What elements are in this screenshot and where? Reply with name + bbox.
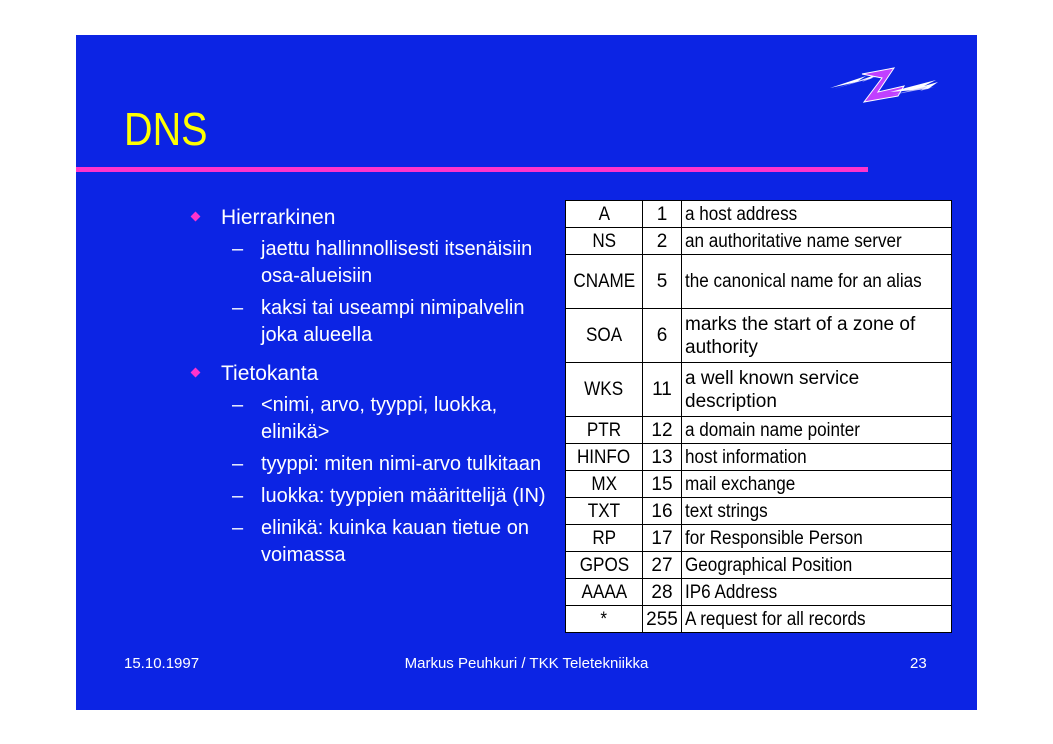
record-type-cell: WKS xyxy=(566,363,643,417)
table-row xyxy=(566,309,952,363)
record-code-cell: 255 xyxy=(643,606,682,633)
footer-date: 15.10.1997 xyxy=(124,655,200,672)
sub-item-text: <nimi, arvo, tyyppi, luokka, elinikä> xyxy=(261,394,498,443)
record-type-cell: MX xyxy=(566,471,643,498)
record-type-cell: PTR xyxy=(566,417,643,444)
table-row xyxy=(566,363,952,417)
table-row xyxy=(566,444,952,471)
bullet-text: Tietokanta xyxy=(221,362,319,385)
table-row xyxy=(566,552,952,579)
record-code-cell: 6 xyxy=(643,309,682,363)
diamond-bullet-icon xyxy=(191,368,201,378)
record-type-cell: SOA xyxy=(566,309,643,363)
dash-bullet-icon: – xyxy=(232,485,244,507)
record-description-cell: for Responsible Person xyxy=(682,525,952,552)
tkk-lightning-logo-icon xyxy=(828,62,940,104)
sub-item-text: kaksi tai useampi nimipalvelin joka alueella xyxy=(261,297,525,346)
record-code-cell: 16 xyxy=(643,498,682,525)
list-item xyxy=(221,295,550,349)
table-row xyxy=(566,606,952,633)
record-code-cell: 15 xyxy=(643,471,682,498)
record-description-cell: a domain name pointer xyxy=(682,417,952,444)
record-description-cell: marks the start of a zone of authority xyxy=(682,309,952,363)
record-type-cell: TXT xyxy=(566,498,643,525)
footer-author: Markus Peuhkuri / TKK Teletekniikka xyxy=(404,655,649,672)
dash-bullet-icon: – xyxy=(232,517,244,539)
table-row xyxy=(566,579,952,606)
record-type-cell: CNAME xyxy=(566,255,643,309)
table-row xyxy=(566,498,952,525)
record-type-cell: GPOS xyxy=(566,552,643,579)
record-code-cell: 11 xyxy=(643,363,682,417)
record-description-cell: Geographical Position xyxy=(682,552,952,579)
sub-item-text: elinikä: kuinka kauan tietue on voimassa xyxy=(261,517,529,566)
list-item xyxy=(190,204,550,349)
record-type-cell: HINFO xyxy=(566,444,643,471)
record-description-cell: the canonical name for an alias xyxy=(682,255,952,309)
record-description-cell: IP6 Address xyxy=(682,579,952,606)
dash-bullet-icon: – xyxy=(232,394,244,416)
record-type-cell: RP xyxy=(566,525,643,552)
record-description-cell: a host address xyxy=(682,201,952,228)
record-type-cell: NS xyxy=(566,228,643,255)
list-item xyxy=(221,236,550,290)
table-row xyxy=(566,228,952,255)
record-description-cell: A request for all records xyxy=(682,606,952,633)
record-description-cell: a well known service description xyxy=(682,363,952,417)
list-item xyxy=(221,483,550,510)
bullet-list xyxy=(190,204,550,569)
list-item xyxy=(190,360,550,569)
table-row xyxy=(566,471,952,498)
record-code-cell: 12 xyxy=(643,417,682,444)
list-item xyxy=(221,515,550,569)
table-row xyxy=(566,201,952,228)
record-code-cell: 5 xyxy=(643,255,682,309)
sub-item-text: luokka: tyyppien määrittelijä (IN) xyxy=(261,485,546,507)
record-description-cell: mail exchange xyxy=(682,471,952,498)
record-code-cell: 17 xyxy=(643,525,682,552)
sub-list xyxy=(221,236,550,349)
dash-bullet-icon: – xyxy=(232,453,244,475)
bullet-text: Hierrarkinen xyxy=(221,206,336,229)
record-code-cell: 27 xyxy=(643,552,682,579)
list-item xyxy=(221,392,550,446)
sub-item-text: tyyppi: miten nimi-arvo tulkitaan xyxy=(261,453,542,475)
record-code-cell: 1 xyxy=(643,201,682,228)
record-code-cell: 28 xyxy=(643,579,682,606)
record-type-table xyxy=(565,200,952,633)
sub-item-text: jaettu hallinnollisesti itsenäisiin osa-alueisiin xyxy=(261,238,533,287)
sub-list xyxy=(221,392,550,569)
dash-bullet-icon: – xyxy=(232,297,244,319)
list-item xyxy=(221,451,550,478)
title-divider xyxy=(76,167,868,172)
page-number: 23 xyxy=(910,655,927,672)
table-row xyxy=(566,417,952,444)
page-title: DNS xyxy=(124,103,208,155)
record-type-cell: AAAA xyxy=(566,579,643,606)
record-description-cell: an authoritative name server xyxy=(682,228,952,255)
record-type-cell: * xyxy=(566,606,643,633)
record-type-cell: A xyxy=(566,201,643,228)
record-code-cell: 2 xyxy=(643,228,682,255)
record-description-cell: text strings xyxy=(682,498,952,525)
record-description-cell: host information xyxy=(682,444,952,471)
table-row xyxy=(566,525,952,552)
diamond-bullet-icon xyxy=(191,212,201,222)
table-row xyxy=(566,255,952,309)
record-code-cell: 13 xyxy=(643,444,682,471)
dash-bullet-icon: – xyxy=(232,238,244,260)
